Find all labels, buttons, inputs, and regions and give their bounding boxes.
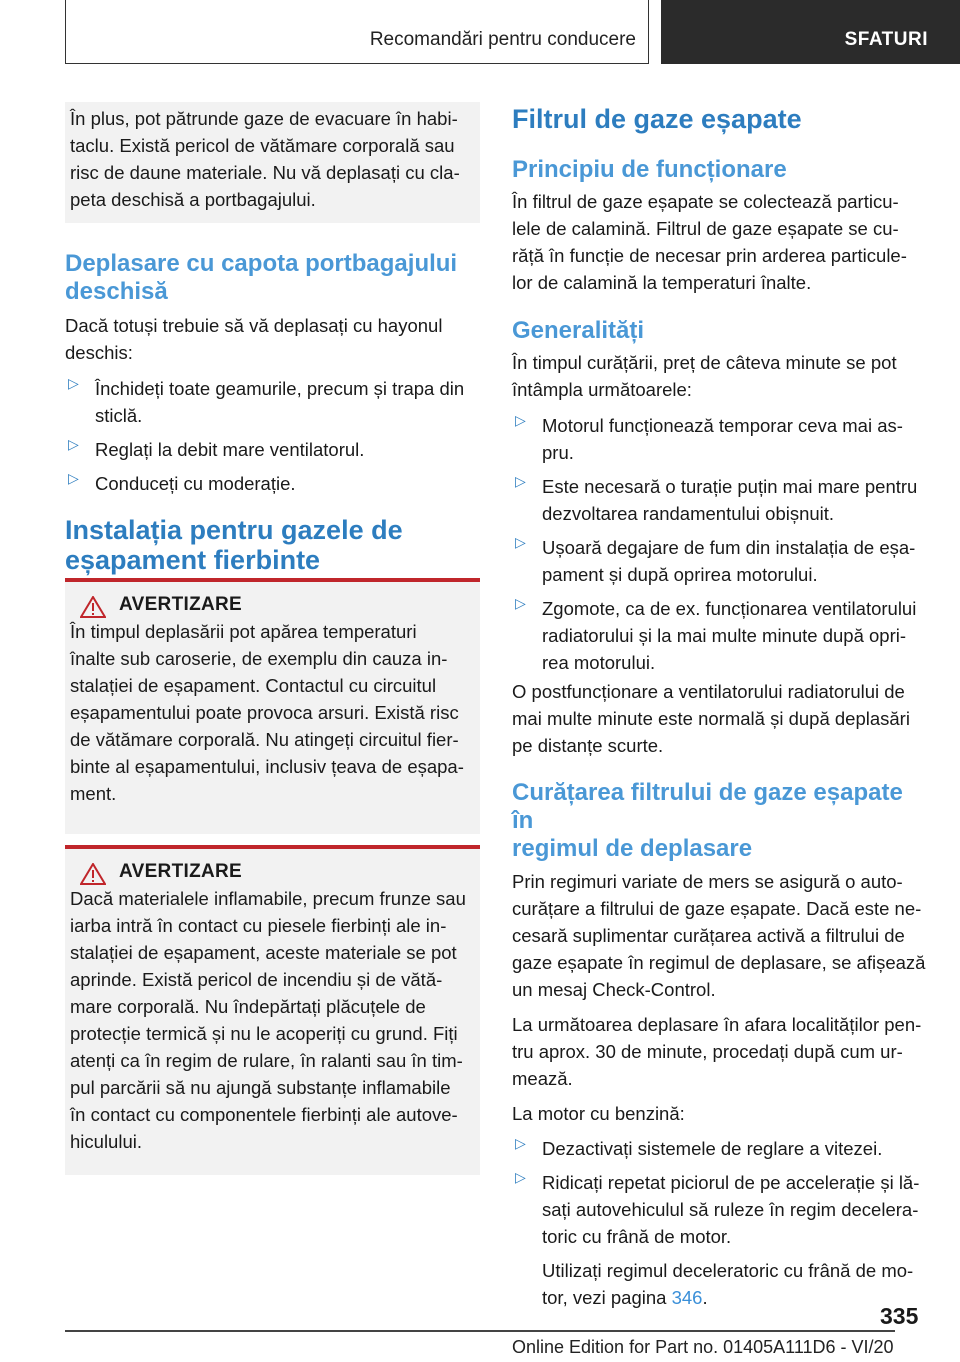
after-run-line: mai multe minute este normală și după deplasări [512,708,910,729]
petrol-label: La motor cu benzină: [512,1103,685,1124]
triangle-bullet-icon: ▷ [515,1169,526,1185]
general-intro: În timpul curățării, preț de câteva minute se pot [512,352,897,373]
warning-text-line: în contact cu componentele fierbinți ale autove- [70,1104,458,1125]
warning-header [70,582,480,615]
warning-text-line: iarba intră în contact cu piesele fierbinți ale in- [70,915,447,936]
warning-triangle-icon [80,863,106,885]
header-section-box [65,0,649,64]
list-item: ▷ Motorul funcționează temporar ceva mai as- pru. [515,412,903,463]
warning-text-line: atenți ca în regim de rulare, în ralanti sau în tim- [70,1050,463,1071]
warning-text-line: hiculului. [70,1131,142,1152]
tailgate-intro: Dacă totuși trebuie să vă deplasați cu hayonul [65,315,443,336]
cleaning-heading-line2: regimul de deplasare [512,835,753,862]
list-item: ▷ Dezactivați sistemele de reglare a vitezei. [515,1135,883,1159]
tailgate-intro: deschis: [65,342,133,363]
list-item: ▷ Reglați la debit mare ventilatorul. [68,436,365,460]
cleaning-line: curățare a filtrului de gaze eșapate. Dacă este ne- [512,898,922,919]
warning-text-line: aprinde. Există pericol de incendiu și de vătă- [70,969,443,990]
chapter-tab[interactable] [661,0,960,64]
warning-text-line: ment. [70,783,117,804]
warning-label: AVERTIZARE [119,861,242,882]
tailgate-heading-line2: deschisă [65,278,168,305]
tailgate-heading-line1: Deplasare cu capota portbagajului [65,250,458,277]
principle-line: În filtrul de gaze eșapate se colectează particu- [512,191,899,212]
after-run-line: pe distanțe scurte. [512,735,664,756]
warning-text-line: protecție termică și nu le acoperiți cu grund. Fiți [70,1023,458,1044]
list-item: ▷ Conduceți cu moderație. [68,470,296,494]
warning-text-line: mare corporală. Nu îndepărtați plăcuțele de [70,996,426,1017]
page-link-346[interactable]: 346 [671,1287,703,1308]
warning-label: AVERTIZARE [119,594,242,615]
right-column [512,104,930,1311]
tailgate-section [65,250,480,575]
warning-box-1 [65,578,480,834]
warning-text-line: de vătămare corporală. Nu atingeți circuitul fier- [70,729,459,750]
exhaust-heading-line2: eșapament fierbinte [65,545,321,575]
page-number: 335 [880,1303,919,1329]
exhaust-heading-line1: Instalația pentru gazele de [65,515,403,545]
warning-header [70,849,480,882]
cleaning-line: gaze eșapate în regimul de deplasare, se afișează [512,952,926,973]
triangle-bullet-icon: ▷ [68,436,79,452]
cleaning-heading-line1: Curățarea filtrului de gaze eșapate în [512,779,903,834]
general-heading: Generalități [512,317,645,344]
triangle-bullet-icon: ▷ [68,470,79,486]
cleaning-line: cesară suplimentar curățarea activă a filtrului de [512,925,905,946]
warning-box-2 [65,845,480,1175]
note-line: În plus, pot pătrunde gaze de evacuare în habi- [70,108,458,129]
warning-text-line: eșapamentului poate provoca arsuri. Există risc [70,702,459,723]
principle-line: lor de calamină la temperaturi înalte. [512,272,812,293]
next-trip-line: mează. [512,1068,573,1089]
note-line: taclu. Există pericol de vătămare corporală sau [70,135,455,156]
warning-text-line: stalației de eșapament, aceste materiale se pot [70,942,457,963]
footer-divider [65,1330,895,1332]
warning-triangle-icon [80,596,106,618]
warning-text-line: binte al eșapamentului, inclusiv țeava de eșapa- [70,756,464,777]
warning-text-line: stalației de eșapament. Contactul cu circuitul [70,675,437,696]
list-item: ▷ Ridicați repetat piciorul de pe accelerație și lă- sați autovehiculul să ruleze în regim decelera- toric cu frână de motor. Utilizați regimul deceleratoric cu frână de mo- tor, vezi pagina 346. [512,1169,930,1311]
section-title: Recomandări pentru conducere [369,29,636,50]
triangle-bullet-icon: ▷ [515,473,526,489]
cleaning-line: Prin regimuri variate de mers se asigură o auto- [512,871,903,892]
filter-heading: Filtrul de gaze eșapate [512,104,802,134]
decel-line: Utilizați regimul deceleratoric cu frână de mo- [542,1260,914,1281]
triangle-bullet-icon: ▷ [515,534,526,550]
list-item: ▷ Zgomote, ca de ex. funcționarea ventilatorului radiatorului și la mai multe minute după opri- rea motorului. [515,595,917,673]
general-intro: întâmpla următoarele: [512,379,692,400]
next-trip-line: La următoarea deplasare în afara localităților pen- [512,1014,922,1035]
principle-line: lele de calamină. Filtrul de gaze eșapate se cu- [512,218,899,239]
cleaning-line: un mesaj Check-Control. [512,979,716,1000]
principle-line: răță în funcție de necesar prin arderea particule- [512,245,907,266]
after-run-line: O postfuncționare a ventilatorului radiatorului de [512,681,905,702]
triangle-bullet-icon: ▷ [515,412,526,428]
triangle-bullet-icon: ▷ [515,1135,526,1151]
warning-text-line: Dacă materialele inflamabile, precum frunze sau [70,888,466,909]
decel-line: tor, vezi pagina 346. [542,1287,708,1308]
note-line: risc de daune materiale. Nu vă deplasați cu cla- [70,162,460,183]
footer-edition-text: Online Edition for Part no. 01405A111D6 - VI/20 [512,1337,894,1357]
next-trip-line: tru aprox. 30 de minute, procedați după cum ur- [512,1041,903,1062]
note-line: peta deschisă a portbagajului. [70,189,316,210]
list-item: ▷ Este necesară o turație puțin mai mare pentru dezvoltarea randamentului obișnuit. [515,473,918,524]
principle-heading: Principiu de funcționare [512,156,787,183]
continued-note [65,102,480,223]
list-item: ▷ Închideți toate geamurile, precum și trapa din sticlă. [68,375,465,426]
triangle-bullet-icon: ▷ [515,595,526,611]
warning-text-line: pul parcării să nu ajungă substanțe inflamabile [70,1077,451,1098]
warning-text-line: înalte sub caroserie, de exemplu din cauza in- [70,648,448,669]
triangle-bullet-icon: ▷ [68,375,79,391]
chapter-tab-label: SFATURI [844,29,928,50]
warning-text-line: În timpul deplasării pot apărea temperaturi [70,621,417,642]
list-item: ▷ Ușoară degajare de fum din instalația de eșa- pament și după oprirea motorului. [515,534,916,585]
